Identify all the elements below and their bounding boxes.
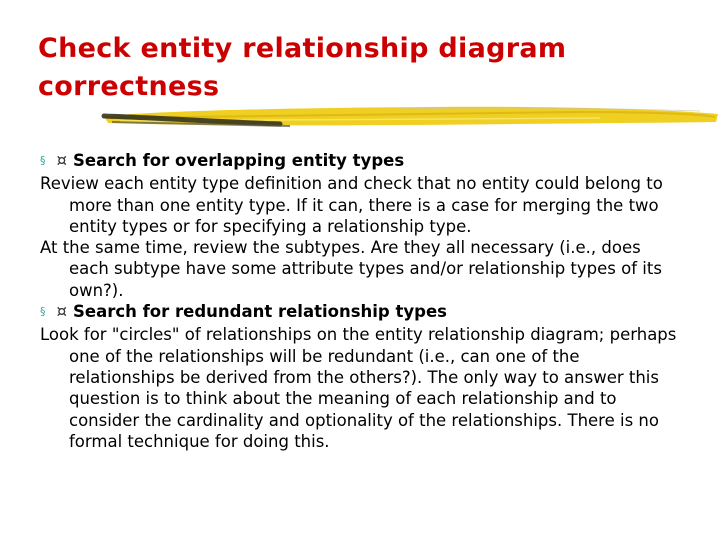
bullet-item-2 xyxy=(40,301,680,324)
paragraph: Review each entity type definition and check that no entity could belong to more than one entity type. If it can, there is a case for merging the two entity types or for specifying a relationship type. xyxy=(40,174,663,236)
square-bullet-icon: § xyxy=(40,154,46,167)
currency-sign-icon: ¤ xyxy=(56,151,67,170)
paragraph: At the same time, review the subtypes. Are they all necessary (i.e., does each subtype have some attribute types and/or relationship types of its own?). xyxy=(40,238,662,300)
bullet-heading: Search for redundant relationship types xyxy=(73,302,447,322)
bullet-item-1 xyxy=(40,150,680,173)
title-line-1: Check entity relationship diagram xyxy=(38,33,567,64)
paragraph: Look for "circles" of relationships on the entity relationship diagram; perhaps one of the relationships will be redundant (i.e., can one of the relationships be derived from the others?). The only way to answer this question is to think about the meaning of each relationship and to consider the cardinality and optionality of the relationships. There is no formal technique for doing this. xyxy=(40,325,677,451)
currency-sign-icon: ¤ xyxy=(56,302,67,322)
bullet-heading: Search for overlapping entity types xyxy=(73,151,405,170)
slide-title xyxy=(38,30,698,106)
yellow-brush-stroke-decoration xyxy=(100,96,720,136)
title-line-2: correctness xyxy=(38,71,220,102)
square-bullet-icon: § xyxy=(40,305,46,319)
slide-body xyxy=(40,150,680,452)
